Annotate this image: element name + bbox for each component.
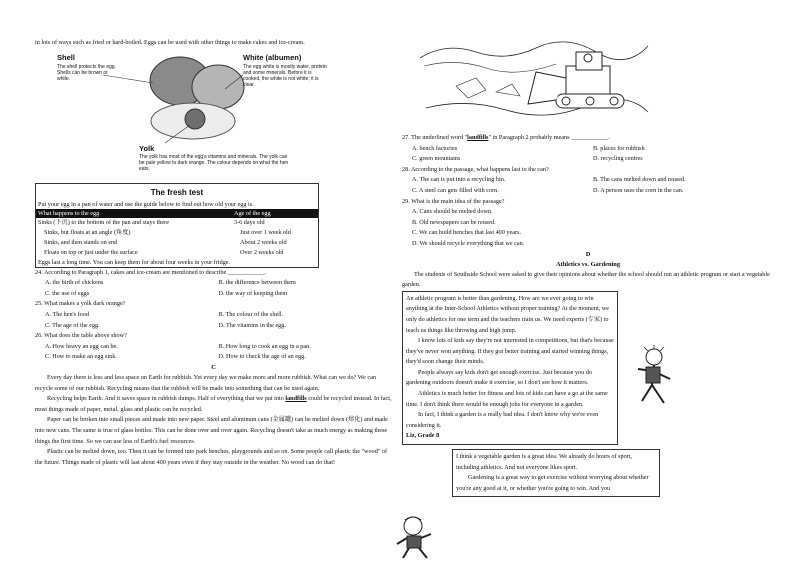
intro-line: in lots of ways such as fried or hard-boiled. Eggs can be used with other things to make cakes and ice-cream. xyxy=(35,39,305,46)
garden-p1: I think a vegetable garden is a great idea. We already do hours of sport, including athletics. And not everyone likes sport. xyxy=(456,453,633,471)
p2-before: Recycling helps Earth. And it saves space in rubbish dumps. Half of everything that we put into xyxy=(47,395,286,403)
option-a[interactable]: A. How heavy an egg can be. xyxy=(45,342,118,350)
header-age: Age of the egg xyxy=(234,209,271,217)
option-row-a[interactable] xyxy=(402,207,774,218)
option-c[interactable]: C. The age of the egg. xyxy=(45,321,100,329)
bulldozer-illustration xyxy=(416,38,652,128)
row-what: Sinks, but floats at an angle (角度) xyxy=(44,228,131,236)
options-row xyxy=(35,342,392,353)
egg-diagram xyxy=(55,53,335,179)
option-a[interactable]: A. bench factories xyxy=(412,144,458,152)
table-row xyxy=(36,218,318,228)
yolk-desc: The yolk has most of the egg's vitamins and minerals. The yolk can be pale yellow to dark orange. The colour depends on what the hen eats. xyxy=(139,153,289,172)
liz-p5: In fact, I think a garden is a really bad idea. I don't know why we're even considering it. xyxy=(406,411,599,429)
section-d-heading: D xyxy=(585,250,591,258)
header-what: What happens to the egg xyxy=(38,209,100,217)
row-age: About 2 weeks old xyxy=(240,238,287,246)
option-c[interactable]: C. A steel can gets filled with corn. xyxy=(412,186,499,194)
option-d[interactable]: D. A person uses the corn in the can. xyxy=(593,186,684,194)
fresh-test-title: The fresh test xyxy=(150,187,204,197)
option-d[interactable]: D. recycling centres xyxy=(593,155,643,163)
row-age: Just over 1 week old xyxy=(240,228,291,236)
table-row xyxy=(36,248,318,258)
fresh-test-table xyxy=(35,183,319,268)
option-a[interactable]: A. Cans should be melted down. xyxy=(412,208,493,216)
white-desc: The egg white is mostly water, protein and some minerals. Before it is cooked, the white is not white; it is clear. xyxy=(243,63,327,89)
fresh-test-header xyxy=(36,209,318,218)
table-row xyxy=(36,228,318,238)
option-row-d[interactable] xyxy=(402,239,774,250)
row-age: 3-6 days old xyxy=(234,218,265,226)
option-d[interactable]: D. How to check the age of an egg. xyxy=(218,353,306,361)
passage-c-p2 xyxy=(35,394,392,415)
option-b[interactable]: B. The cans melted down and reused. xyxy=(593,176,686,184)
underlined-word-landfills: landfills xyxy=(285,395,307,403)
passage-c-p3: Paper can be broken into small pieces and made into new paper. Steel and aluminum cans (金属罐) can be melted down (熔化) and made into new cans. The same is true of glass bottles. This can be done over and over again. Recycling doesn't take as much energy as making these things the first time. So we can use less of Earth's fuel resources. xyxy=(35,416,388,445)
option-row-b[interactable] xyxy=(402,218,774,229)
table-row xyxy=(36,238,318,248)
option-d[interactable]: D. The vitamins in the egg. xyxy=(218,321,286,329)
shell-title: Shell xyxy=(57,52,75,62)
options-row xyxy=(402,175,774,186)
liz-signature: Liz, Grade 8 xyxy=(406,432,440,440)
option-d[interactable]: D. We should recycle everything that we can. xyxy=(412,239,525,247)
options-row xyxy=(35,289,392,300)
liz-p4: Athletics is much better for fitness and lots of kids can have a go at the same time. I don't think there would be enough jobs for everyone in a garden. xyxy=(406,390,608,408)
section-d-title: Athletics vs. Gardening xyxy=(555,260,621,268)
options-row xyxy=(402,154,774,165)
passage-c-p4: Plastic can be melted down, too. Then it can be formed into park benches, playgrounds and so on. Some people call plastic the "wood" of the future. Things made of plastic will last about 400 years even if they stay outside in the weather. No wood can do that! xyxy=(35,448,388,466)
row-what: Sinks (下沉) to the bottom of the pan and stays there xyxy=(38,218,169,226)
option-c[interactable]: C. the use of eggs xyxy=(45,289,90,297)
liz-p3: People always say kids don't get enough exercise. Just because you do gardening outdoors doesn't make it exercise, so I don't see how it matters. xyxy=(406,368,592,387)
garden-opinion-box xyxy=(452,449,660,497)
row-what: Floats on top or just under the surface xyxy=(44,248,138,256)
options-row xyxy=(35,310,392,321)
white-title: White (albumen) xyxy=(243,52,302,62)
option-a[interactable]: A. the birth of chickens xyxy=(45,279,104,287)
row-what: Sinks, and then stands on end xyxy=(44,238,118,246)
option-c[interactable]: C. green mountains xyxy=(412,155,461,163)
section-c-heading: C xyxy=(211,363,216,371)
options-row xyxy=(35,352,392,363)
liz-wrapper xyxy=(402,291,774,445)
q27-word: landfills xyxy=(467,134,489,141)
option-d[interactable]: D. the way of keeping them xyxy=(218,289,288,297)
option-b[interactable]: B. places for rubbish xyxy=(593,144,645,152)
option-b[interactable]: B. The colour of the shell. xyxy=(218,310,284,318)
option-row-c[interactable] xyxy=(402,228,774,239)
shell-desc: The shell protects the egg. Shells can be brown or white. xyxy=(57,63,116,82)
option-b[interactable]: B. How long to cook an egg in a pan. xyxy=(218,342,311,350)
question-29: 29. What is the main idea of the passage? xyxy=(402,197,505,205)
fresh-test-intro: Put your egg in a pan of water and use the guide below to find out how old your egg is. xyxy=(38,200,254,208)
question-28: 28. According to the passage, what happens last to the can? xyxy=(402,165,549,173)
cartoon-boy-illustration xyxy=(395,514,435,560)
question-24: 24. According to Paragraph 1, cakes and ice-cream are mentioned to describe ____________. xyxy=(35,268,267,276)
liz-opinion-box xyxy=(402,291,618,445)
yolk-title: Yolk xyxy=(139,143,155,153)
liz-p2: I know lots of kids say they're not interested in competitions, but that's because they've never won anything. If they got better training and started winning things, they'd soon change their minds. xyxy=(406,337,614,366)
options-row xyxy=(35,278,392,289)
q27-before: 27. The underlined word " xyxy=(402,134,468,141)
question-25: 25. What makes a yolk dark orange? xyxy=(35,300,126,308)
garden-p2: Gardening is a great way to get exercise without worrying about whether you're any good at it, or whether you're going to win. And you xyxy=(456,474,649,492)
option-b[interactable]: B. the difference between them xyxy=(218,279,296,287)
right-column xyxy=(402,38,774,497)
q27-after: " in Paragraph 2 probably means ____________. xyxy=(488,134,610,141)
options-row xyxy=(402,186,774,197)
running-kid-illustration xyxy=(624,345,678,411)
question-26: 26. What does the table above show? xyxy=(35,332,127,340)
row-age: Over 2 weeks old xyxy=(240,248,284,256)
left-column xyxy=(35,38,392,468)
passage-c-p1: Every day there is less and less space on Earth for rubbish. Yet every day we make more and more rubbish. What can we do? We can recycle some of our rubbish. Recycling means that the rubbish will be made into something that can be used again. xyxy=(35,373,376,392)
liz-p1: An athletic program is better than gardening. How are we ever going to win anything at the Inter-School Athletics without proper training? At the moment, we only do athletics for one term and the teachers train us. We need experts (专家) to teach us things like throwing and high jump. xyxy=(406,294,609,334)
option-b[interactable]: B. Old newspapers can be reused. xyxy=(412,218,496,226)
option-a[interactable]: A. The can is put into a recycling bin. xyxy=(412,176,506,184)
fresh-test-footer: Eggs last a long time. You can keep them for about four weeks in your fridge. xyxy=(38,258,231,266)
option-a[interactable]: A. The hen's food xyxy=(45,310,89,318)
question-27 xyxy=(402,133,774,144)
option-c[interactable]: C. We can build benches that last 400 years. xyxy=(412,229,522,237)
options-row xyxy=(402,144,774,155)
p2-after: could be recycled instead. In fact, most things made of paper, metal, glass and plastic can be recycled. xyxy=(35,395,392,413)
section-d-intro: The students of Southside School were asked to give their opinions about whether the school should run an athletic program or start a vegetable garden. xyxy=(402,270,770,289)
option-c[interactable]: C. How to make an egg sink. xyxy=(45,353,117,361)
options-row xyxy=(35,321,392,332)
